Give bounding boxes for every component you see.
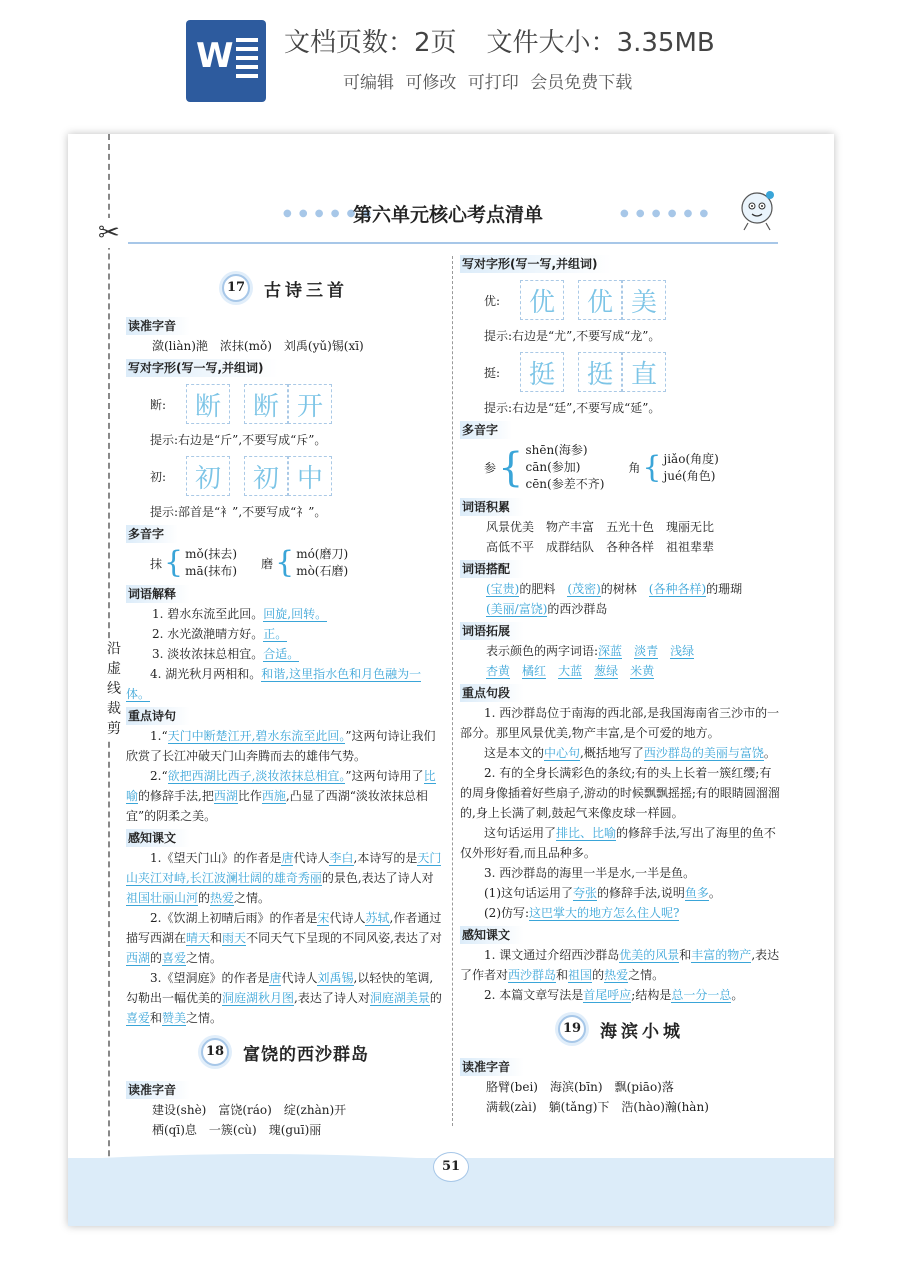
pinyin-line: 潋(liàn)滟 浓抹(mǒ) 刘禹(yǔ)锡(xī) (152, 339, 364, 353)
section-label: 词语拓展 (460, 622, 524, 640)
sentence-note: 这是本文的中心句,概括地写了西沙群岛的美丽与富饶。 (484, 746, 776, 760)
polyphone-char: 参 (484, 461, 497, 475)
char-box: 优 (520, 280, 564, 320)
key-sentence: 3. 西沙群岛的海里一半是水,一半是鱼。 (484, 866, 696, 880)
lesson-number-badge: 18 (201, 1038, 229, 1066)
poem-analysis: 1.“天门中断楚江开,碧水东流至此回。”这两句诗让我们欣赏了长江冲破天门山奔腾而去的雄伟气势。 (126, 729, 436, 763)
reading: mǒ(抹去) (185, 547, 238, 561)
explain-item: 2. 水光潋滟晴方好。正。 (152, 627, 288, 641)
polyphone-char: 磨 (261, 556, 274, 571)
char-practice-row (460, 348, 782, 396)
section-label: 读准字音 (126, 317, 190, 335)
dots-decoration-right: ● ● ● ● ● ● (620, 208, 711, 219)
char-label: 优: (484, 293, 501, 308)
lesson-name: 海滨小城 (600, 1021, 684, 1042)
char-box: 中 (288, 456, 332, 496)
scissors-icon: ✂ (98, 218, 120, 248)
vocab-line: 风景优美 物产丰富 五光十色 瑰丽无比 (486, 520, 715, 534)
section-label: 读准字音 (460, 1058, 524, 1076)
char-box: 优 (578, 280, 622, 320)
column-divider (452, 256, 453, 1126)
char-label: 断: (150, 397, 167, 412)
lesson-17-heading (126, 268, 444, 308)
polyphone-char: 抹 (150, 556, 163, 571)
sentence-note: (1)这句话运用了夸张的修辞手法,说明鱼多。 (484, 886, 721, 900)
answer: 西施 (261, 789, 286, 803)
char-label: 挺: (484, 365, 501, 380)
color-word: 米黄 (630, 664, 655, 678)
lesson-number-badge: 17 (222, 274, 250, 302)
cut-instruction: 沿 虚 线 裁 剪 (104, 639, 124, 739)
polyphone-readings (296, 546, 348, 580)
polyphone-readings (185, 546, 237, 580)
section-label: 重点诗句 (126, 707, 190, 725)
polyphone-char: 角 (628, 461, 641, 475)
word-icon-letter: W (196, 36, 234, 76)
brace-icon: { (498, 444, 524, 491)
pinyin-line: 建设(shè) 富饶(ráo) 绽(zhàn)开 (152, 1103, 347, 1117)
text-summary: 2.《饮湖上初晴后雨》的作者是宋代诗人苏轼,作者通过描写西湖在晴天和雨天不同天气下呈现的不同风姿,表达了对西湖的喜爱之情。 (126, 911, 442, 965)
answer: 回旋,回转。 (263, 607, 328, 621)
explain-item: 4. 湖光秋月两相和。和谐,这里指水色和月色融为一体。 (126, 667, 422, 701)
char-tip: 提示:右边是“廷”,不要写成“延”。 (484, 401, 661, 415)
page-number: 51 (433, 1152, 469, 1182)
color-word: 深蓝 (598, 644, 623, 658)
answer: 欲把西湖比西子,淡妆浓抹总相宜。 (167, 769, 346, 783)
pinyin-line: 栖(qī)息 一簇(cù) 瑰(guī)丽 (152, 1123, 322, 1137)
char-box: 断 (244, 384, 288, 424)
poem-analysis: 2.“欲把西湖比西子,淡妆浓抹总相宜。”这两句诗用了比喻的修辞手法,把西湖比作西施,凸显了西湖“淡妆浓抹总相宜”的阴柔之美。 (126, 769, 436, 823)
top-banner (0, 0, 900, 120)
reading: mā(抹布) (185, 564, 238, 578)
char-box: 开 (288, 384, 332, 424)
answer: 正。 (263, 627, 288, 641)
banner-features: 可编辑 可修改 可打印 会员免费下载 (343, 73, 633, 93)
file-size-label: 文件大小：3.35MB (486, 28, 715, 58)
text-summary: 1.《望天门山》的作者是唐代诗人李白,本诗写的是天门山夹江对峙,长江波澜壮阔的雄奇秀丽的景色,表达了诗人对祖国壮丽山河的热爱之情。 (126, 851, 442, 905)
section-label: 感知课文 (460, 926, 524, 944)
collocation-line: (美丽/富饶)的西沙群岛 (486, 602, 608, 616)
reading: jué(角色) (663, 468, 716, 483)
lesson-number-badge: 19 (558, 1015, 586, 1043)
mascot-icon (734, 186, 780, 232)
section-label: 多音字 (460, 421, 512, 439)
answer: 比喻 (126, 769, 436, 803)
char-tip: 提示:部首是“衤”,不要写成“礻”。 (150, 505, 327, 519)
char-label: 初: (150, 469, 167, 484)
color-word: 淡青 (634, 644, 659, 658)
reading: mò(石磨) (296, 564, 349, 578)
reading: cēn(参差不齐) (525, 477, 605, 491)
section-label: 多音字 (126, 525, 178, 543)
section-label: 感知课文 (126, 829, 190, 847)
page-count-label: 文档页数：2页 (284, 28, 457, 58)
text-summary: 2. 本篇文章写法是首尾呼应;结构是总一分一总。 (484, 988, 744, 1002)
char-practice-row (126, 452, 444, 500)
char-practice-row (126, 380, 444, 428)
reading: jiǎo(角度) (663, 451, 719, 466)
char-box: 美 (622, 280, 666, 320)
char-box: 断 (186, 384, 230, 424)
dots-decoration-left: ● ● ● ● ● ● (283, 208, 374, 219)
vocab-line: 高低不平 成群结队 各种各样 祖祖辈辈 (486, 540, 715, 554)
text-summary: 1. 课文通过介绍西沙群岛优美的风景和丰富的物产,表达了作者对西沙群岛和祖国的热爱之情。 (460, 948, 780, 982)
color-word: 葱绿 (594, 664, 619, 678)
color-word: 杏黄 (486, 664, 511, 678)
reading: cān(参加) (525, 460, 581, 474)
collocation-line: (宝贵)的肥料 (茂密)的树林 (各种各样)的珊瑚 (486, 582, 743, 596)
pinyin-line: 满载(zài) 躺(tǎng)下 浩(hào)瀚(hàn) (486, 1100, 709, 1114)
polyphone-group (460, 442, 782, 493)
section-label: 词语搭配 (460, 560, 524, 578)
explain-item: 1. 碧水东流至此回。回旋,回转。 (152, 607, 328, 621)
banner-info (284, 22, 715, 59)
answer: 天门中断楚江开,碧水东流至此回。 (167, 729, 346, 743)
sentence-note: 这句话运用了排比、比喻的修辞手法,写出了海里的鱼不仅外形好看,而且品种多。 (460, 826, 776, 860)
reading: mó(磨刀) (296, 547, 349, 561)
lesson-19-heading (460, 1009, 782, 1049)
brace-icon: { (275, 545, 295, 580)
char-box: 挺 (520, 352, 564, 392)
polyphone-readings (664, 451, 719, 485)
pinyin-line: 胳臂(bei) 海滨(bīn) 飘(piāo)落 (486, 1080, 674, 1094)
char-practice-row (460, 276, 782, 324)
color-word: 浅绿 (670, 644, 695, 658)
char-box: 初 (186, 456, 230, 496)
color-word: 大蓝 (558, 664, 583, 678)
brace-icon: { (642, 449, 662, 485)
char-box: 直 (622, 352, 666, 392)
section-label: 重点句段 (460, 684, 524, 702)
char-tip: 提示:右边是“尤”,不要写成“龙”。 (484, 329, 661, 343)
char-tip: 提示:右边是“斤”,不要写成“斥”。 (150, 433, 327, 447)
section-label: 词语积累 (460, 498, 524, 516)
char-box: 挺 (578, 352, 622, 392)
answer: 和谐,这里指水色和月色融为一体。 (126, 667, 422, 701)
document-page (68, 134, 834, 1226)
section-label: 写对字形(写一写,并组词) (460, 255, 612, 273)
word-document-icon (186, 20, 266, 102)
section-label: 读准字音 (126, 1081, 190, 1099)
left-column (126, 264, 444, 1140)
polyphone-group (126, 546, 444, 580)
key-sentence: 2. 有的全身长满彩色的条纹;有的头上长着一簇红缨;有的周身像插着好些扇子,游动的时候飘飘摇摇;有的眼睛圆溜溜的,身上长满了刺,鼓起气来像皮球一样圆。 (460, 766, 780, 820)
page-header (128, 194, 834, 244)
polyphone-readings (525, 442, 604, 493)
explain-item: 3. 淡妆浓抹总相宜。合适。 (152, 647, 300, 661)
page-title: 第六单元核心考点清单 (352, 204, 543, 226)
word-icon-lines (236, 38, 258, 83)
right-column (460, 252, 782, 1117)
char-box: 初 (244, 456, 288, 496)
color-words-line (460, 661, 782, 681)
header-rule (128, 242, 778, 244)
lesson-name: 富饶的西沙群岛 (243, 1044, 369, 1065)
brace-icon: { (164, 545, 184, 580)
color-word: 橘红 (522, 664, 547, 678)
section-label: 词语解释 (126, 585, 190, 603)
key-sentence: 1. 西沙群岛位于南海的西北部,是我国海南省三沙市的一部分。那里风景优美,物产丰富,是个可爱的地方。 (460, 706, 780, 740)
section-label: 写对字形(写一写,并组词) (126, 359, 278, 377)
answer: 合适。 (263, 647, 300, 661)
lesson-18-heading (126, 1032, 444, 1072)
answer: 西湖 (213, 789, 238, 803)
color-words-line: 表示颜色的两字词语:深蓝 淡青 浅绿 (486, 644, 695, 658)
reading: shēn(海参) (525, 443, 588, 457)
text-summary: 3.《望洞庭》的作者是唐代诗人刘禹锡,以轻快的笔调,勾勒出一幅优美的洞庭湖秋月图,表达了诗人对洞庭湖美景的喜爱和赞美之情。 (126, 971, 442, 1025)
lesson-name: 古诗三首 (264, 280, 348, 301)
sentence-note: (2)仿写:这巴掌大的地方怎么住人呢? (484, 906, 680, 920)
